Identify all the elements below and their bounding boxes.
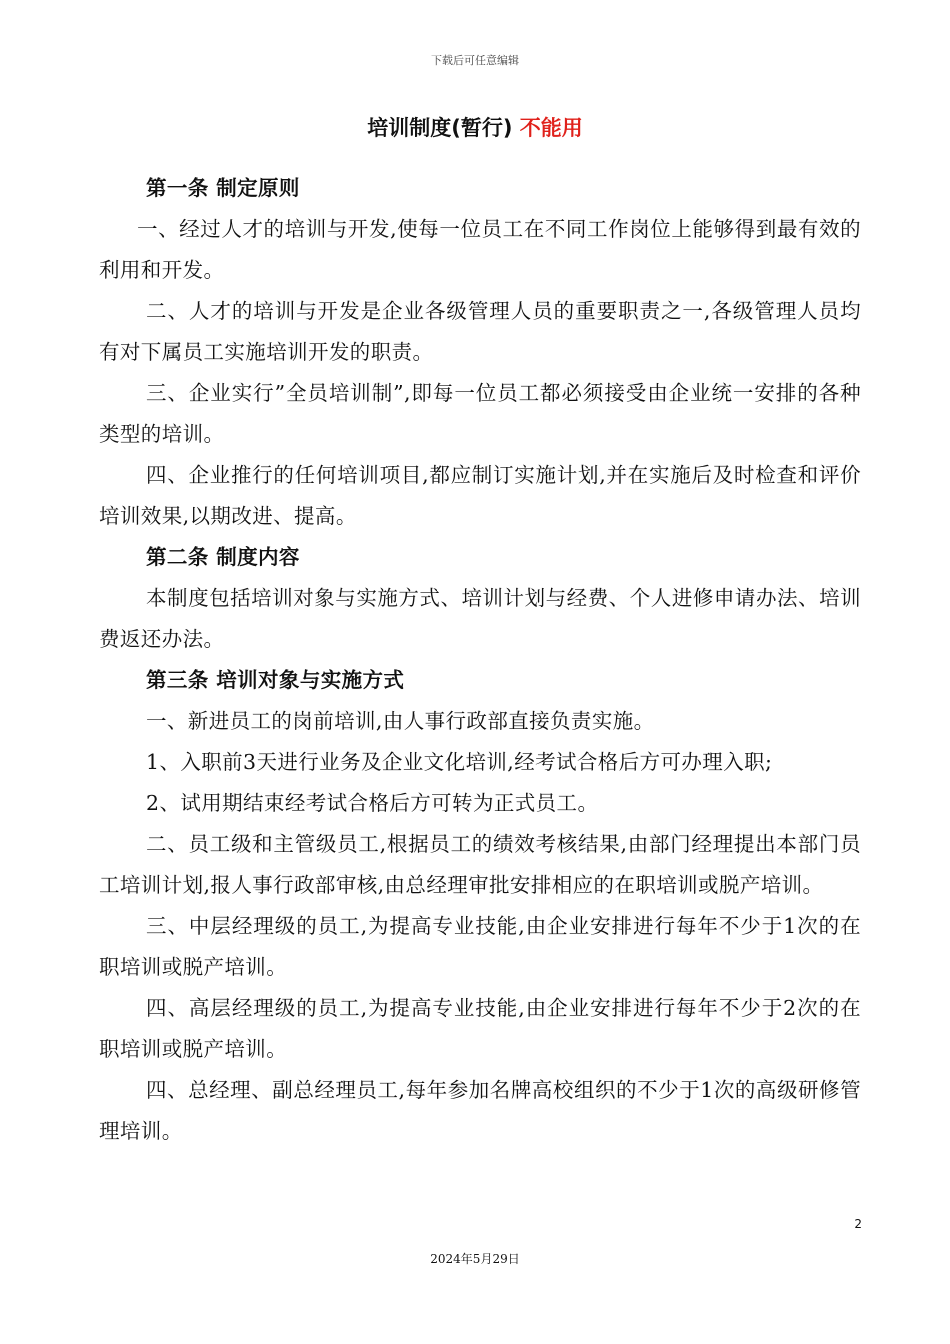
paragraph: 二、员工级和主管级员工,根据员工的绩效考核结果,由部门经理提出本部门员工培训计划,报人事行政部审核,由总经理审批安排相应的在职培训或脱产培训。 xyxy=(99,832,861,897)
section-heading: 第二条 制度内容 xyxy=(146,545,300,569)
page-number: 2 xyxy=(854,1217,862,1231)
paragraph: 三、企业实行”全员培训制”,即每一位员工都必须接受由企业统一安排的各种类型的培训。 xyxy=(99,381,861,446)
header-note: 下载后可任意编辑 xyxy=(431,54,519,67)
paragraph: 1、入职前3天进行业务及企业文化培训,经考试合格后方可办理入职; xyxy=(146,750,773,774)
paragraph: 四、总经理、副总经理员工,每年参加名牌高校组织的不少于1次的高级研修管理培训。 xyxy=(99,1078,861,1143)
paragraph: 一、经过人才的培训与开发,使每一位员工在不同工作岗位上能够得到最有效的利用和开发。 xyxy=(99,217,861,282)
document-body xyxy=(99,168,861,1152)
paragraph: 二、人才的培训与开发是企业各级管理人员的重要职责之一,各级管理人员均有对下属员工实施培训开发的职责。 xyxy=(99,299,861,364)
paragraph: 三、中层经理级的员工,为提高专业技能,由企业安排进行每年不少于1次的在职培训或脱产培训。 xyxy=(99,914,861,979)
document-title xyxy=(0,112,950,142)
paragraph: 四、高层经理级的员工,为提高专业技能,由企业安排进行每年不少于2次的在职培训或脱产培训。 xyxy=(99,996,861,1061)
title-note: 不能用 xyxy=(519,116,583,140)
footer-date: 2024年5月29日 xyxy=(430,1252,520,1266)
paragraph: 2、试用期结束经考试合格后方可转为正式员工。 xyxy=(146,791,599,815)
title-main: 培训制度(暂行) xyxy=(367,116,513,140)
section-heading: 第一条 制定原则 xyxy=(146,176,300,200)
section-heading: 第三条 培训对象与实施方式 xyxy=(146,668,405,692)
paragraph: 本制度包括培训对象与实施方式、培训计划与经费、个人进修申请办法、培训费返还办法。 xyxy=(99,586,861,651)
paragraph: 一、新进员工的岗前培训,由人事行政部直接负责实施。 xyxy=(146,709,655,733)
paragraph: 四、企业推行的任何培训项目,都应制订实施计划,并在实施后及时检查和评价培训效果,以期改进、提高。 xyxy=(99,463,861,528)
